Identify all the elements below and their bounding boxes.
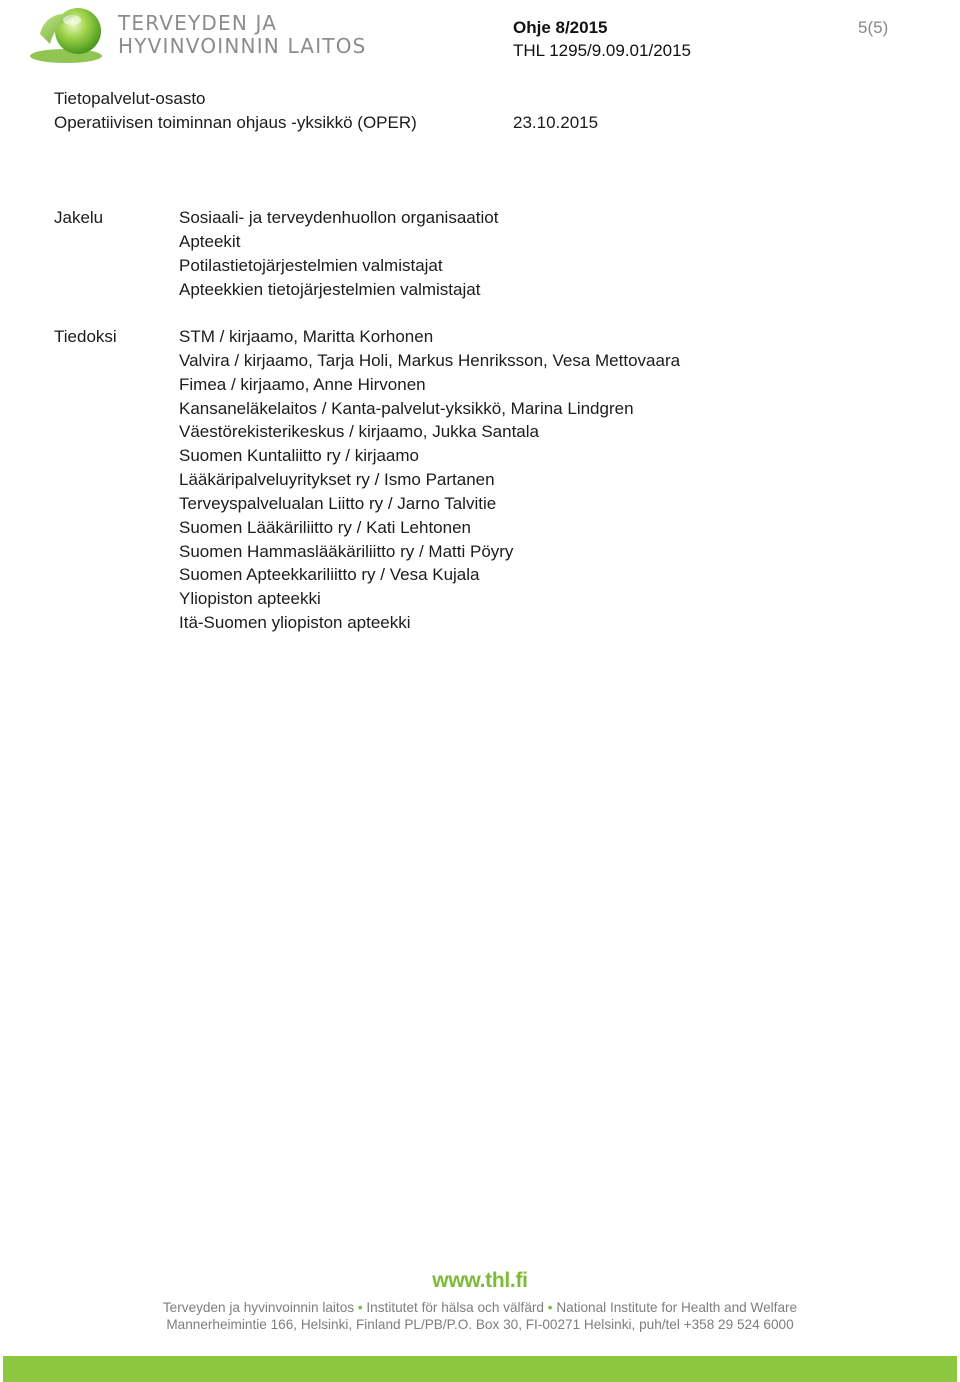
list-item: Terveyspalvelualan Liitto ry / Jarno Talvitie — [179, 493, 497, 513]
list-item: Suomen Lääkäriliitto ry / Kati Lehtonen — [179, 517, 472, 537]
list-item: Suomen Kuntaliitto ry / kirjaamo — [179, 446, 419, 466]
list-item: Apteekit — [179, 231, 241, 251]
list-item: Yliopiston apteekki — [179, 589, 321, 609]
list-item: Itä-Suomen yliopiston apteekki — [179, 613, 411, 633]
footer-organizations — [0, 1299, 960, 1317]
document-title: Ohje 8/2015 — [513, 18, 608, 37]
document-number: THL 1295/9.09.01/2015 — [513, 41, 692, 60]
logo-text — [118, 12, 367, 58]
list-item: Väestörekisterikeskus / kirjaamo, Jukka Santala — [179, 422, 539, 442]
bullet-separator: • — [357, 1300, 363, 1315]
department-name: Tietopalvelut-osasto — [54, 89, 206, 108]
for-information-list — [179, 325, 680, 635]
list-item: Apteekkien tietojärjestelmien valmistajat — [179, 279, 481, 299]
page-number: 5(5) — [858, 18, 889, 37]
list-item: Potilastietojärjestelmien valmistajat — [179, 255, 443, 275]
list-item: Sosiaali- ja terveydenhuollon organisaatiot — [179, 208, 499, 227]
document-identifier — [513, 16, 691, 62]
list-item: Fimea / kirjaamo, Anne Hirvonen — [179, 374, 426, 394]
org-name-sv: Institutet för hälsa och välfärd — [366, 1300, 544, 1315]
bullet-separator: • — [547, 1300, 553, 1315]
list-item: Lääkäripalveluyritykset ry / Ismo Partanen — [179, 470, 495, 490]
list-item: Suomen Apteekkariliitto ry / Vesa Kujala — [179, 565, 480, 585]
website-link[interactable]: www.thl.fi — [432, 1269, 528, 1292]
for-information-label: Tiedoksi — [54, 327, 117, 346]
list-item: STM / kirjaamo, Maritta Korhonen — [179, 327, 434, 346]
list-item: Kansaneläkelaitos / Kanta-palvelut-yksikkö, Marina Lindgren — [179, 398, 634, 418]
document-date: 23.10.2015 — [513, 113, 599, 132]
footer-green-bar — [3, 1356, 957, 1382]
list-item: Suomen Hammaslääkäriliitto ry / Matti Pöyry — [179, 541, 514, 561]
footer-address: Mannerheimintie 166, Helsinki, Finland PL/PB/P.O. Box 30, FI-00271 Helsinki, puh/tel +358 29 524 6000 — [166, 1317, 794, 1332]
distribution-list — [179, 206, 498, 301]
distribution-label: Jakelu — [54, 208, 104, 227]
logo-line-1: TERVEYDEN JA — [118, 11, 278, 35]
list-item: Valvira / kirjaamo, Tarja Holi, Markus Henriksson, Vesa Mettovaara — [179, 350, 681, 370]
org-name-fi: Terveyden ja hyvinvoinnin laitos — [162, 1300, 355, 1315]
thl-logo — [28, 4, 378, 66]
department-block — [54, 87, 417, 135]
thl-logo-icon — [28, 4, 108, 66]
logo-line-2: HYVINVOINNIN LAITOS — [118, 34, 367, 58]
org-name-en: National Institute for Health and Welfare — [556, 1300, 798, 1315]
unit-name: Operatiivisen toiminnan ohjaus -yksikkö (OPER) — [54, 113, 417, 132]
